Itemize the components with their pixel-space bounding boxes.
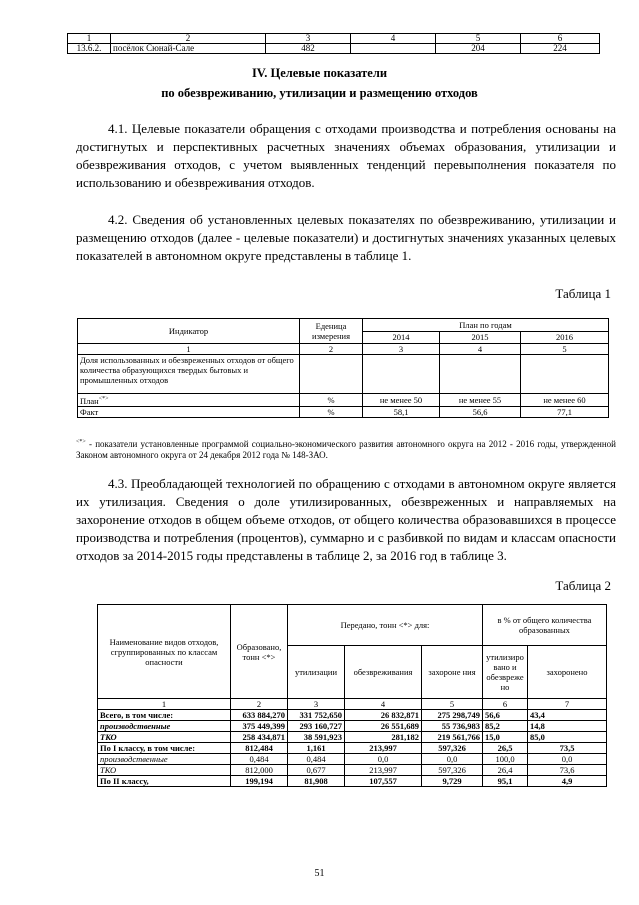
- table-row: [98, 732, 607, 743]
- header-plan: План по годам: [363, 319, 609, 332]
- plan-label: План<*>: [78, 394, 300, 407]
- table-cell: 6: [483, 699, 528, 710]
- table-cell: 85,2: [483, 721, 528, 732]
- table-cell: 0,0: [422, 754, 483, 765]
- table-cell: 58,1: [363, 406, 440, 417]
- section-title: IV. Целевые показатели: [251, 66, 388, 80]
- table-cell: 199,194: [231, 776, 288, 787]
- table-number-row: [78, 344, 609, 355]
- table-cell: 293 160,727: [288, 721, 345, 732]
- table-cell: 14,8: [528, 721, 607, 732]
- table-cell: 812,484: [231, 743, 288, 754]
- table-row: [98, 721, 607, 732]
- table-cell: 213,997: [345, 743, 422, 754]
- table-cell: 633 884,270: [231, 710, 288, 721]
- header-name: Наименование видов отходов, сгруппированных по классам опасности: [98, 605, 231, 699]
- row-label: ТКО: [98, 765, 231, 776]
- table-cell: [440, 355, 521, 394]
- table-cell: 26,5: [483, 743, 528, 754]
- table-cell: 6: [521, 34, 600, 44]
- table-cell: 26 832,871: [345, 710, 422, 721]
- row-label: ТКО: [98, 732, 231, 743]
- table-cell: %: [300, 394, 363, 407]
- table-cell: 213,997: [345, 765, 422, 776]
- table-number-row: [98, 699, 607, 710]
- table-cell: 43,4: [528, 710, 607, 721]
- paragraph-4-2: 4.2. Сведения об установленных целевых показателях по обезвреживанию, утилизации и размещению отходов (далее - целевые показатели) и достигнутых значениях указанных целевых показателей в автономном округе представлены в таблице 1.: [76, 212, 616, 263]
- header-sub: утилизиро вано и обезвреже но: [483, 646, 528, 699]
- header-percent: в % от общего количества образованных: [483, 605, 607, 646]
- table-cell: 2: [231, 699, 288, 710]
- header-unit: Еденица измерения: [300, 319, 363, 344]
- table-cell: 5: [436, 34, 521, 44]
- table-cell: 0,484: [231, 754, 288, 765]
- table-cell: 5: [422, 699, 483, 710]
- table-cell: 55 736,983: [422, 721, 483, 732]
- table-cell: не менее 60: [521, 394, 609, 407]
- table-row: [98, 776, 607, 787]
- table-header-row: [68, 34, 600, 44]
- row-label: По I классу, в том числе:: [98, 743, 231, 754]
- header-indicator: Индикатор: [78, 319, 300, 344]
- footnote-mark: <*>: [98, 396, 109, 402]
- table-cell: 2: [300, 344, 363, 355]
- table-header-row: [98, 605, 607, 646]
- table-cell: 275 298,749: [422, 710, 483, 721]
- header-year: 2015: [440, 331, 521, 344]
- previous-table-fragment: [67, 33, 600, 54]
- table-row-plan: [78, 394, 609, 407]
- table-cell: 258 434,871: [231, 732, 288, 743]
- header-sub: захороне ния: [422, 646, 483, 699]
- table-cell: 85,0: [528, 732, 607, 743]
- table-cell: 0,484: [288, 754, 345, 765]
- table-cell: 482: [266, 44, 351, 54]
- table-row: [98, 743, 607, 754]
- table-cell: 7: [528, 699, 607, 710]
- table-cell: 375 449,399: [231, 721, 288, 732]
- footnote: <*> - показатели установленные программой социально-экономического развития автономного округа на 2012 - 2016 годы, утвержденной Законом автономного округа от 24 декабря 2012 года № 148-ЗАО.: [76, 439, 616, 460]
- table-cell: 15,0: [483, 732, 528, 743]
- paragraph-4-3: 4.3. Преобладающей технологией по обращению с отходами в автономном округе является их утилизация. Сведения о доле утилизированных, обезвреженных и направляемых на захоронение отходов в общем объеме отходов, от общего количества образовавшихся в процессе производства и потребления (процентов), суммарно и с разбивкой по видам и классам опасности отходов за 2014-2015 годы представлены в таблице 2, за 2016 год в таблице 3.: [76, 476, 616, 563]
- target-indicators-table: [77, 318, 609, 418]
- table-cell: [351, 44, 436, 54]
- table-row: [98, 765, 607, 776]
- section-subtitle: по обезвреживанию, утилизации и размещению отходов: [161, 86, 478, 100]
- table-cell: 100,0: [483, 754, 528, 765]
- table-row: [68, 44, 600, 54]
- table-cell: 56,6: [483, 710, 528, 721]
- table-cell: 38 591,923: [288, 732, 345, 743]
- header-year: 2014: [363, 331, 440, 344]
- table-row: [98, 710, 607, 721]
- table-cell: 73,6: [528, 765, 607, 776]
- table-cell: 26,4: [483, 765, 528, 776]
- table-cell: 4,9: [528, 776, 607, 787]
- table-cell: посёлок Сюнай-Сале: [111, 44, 266, 54]
- header-year: 2016: [521, 331, 609, 344]
- table-cell: 0,677: [288, 765, 345, 776]
- table-cell: 597,326: [422, 743, 483, 754]
- table-cell: 13.6.2.: [68, 44, 111, 54]
- table-cell: 3: [363, 344, 440, 355]
- table-cell: 56,6: [440, 406, 521, 417]
- row-label: производственные: [98, 754, 231, 765]
- table-cell: 1: [78, 344, 300, 355]
- fact-label: Факт: [78, 406, 300, 417]
- table-cell: 4: [440, 344, 521, 355]
- table-cell: 1: [68, 34, 111, 44]
- table-cell: 3: [288, 699, 345, 710]
- table-cell: 9,729: [422, 776, 483, 787]
- table-cell: 5: [521, 344, 609, 355]
- table-cell: 224: [521, 44, 600, 54]
- header-sub: захоронено: [528, 646, 607, 699]
- table-cell: 0,0: [528, 754, 607, 765]
- header-formed: Образовано, тонн <*>: [231, 605, 288, 699]
- table-row: [98, 754, 607, 765]
- row-label: производственные: [98, 721, 231, 732]
- table1-caption: Таблица 1: [555, 286, 611, 301]
- table-cell: [300, 355, 363, 394]
- table-cell: не менее 55: [440, 394, 521, 407]
- table-row: [78, 355, 609, 394]
- table-cell: 812,000: [231, 765, 288, 776]
- header-sub: обезвреживания: [345, 646, 422, 699]
- table-cell: 1,161: [288, 743, 345, 754]
- table-cell: 4: [345, 699, 422, 710]
- table-cell: 3: [266, 34, 351, 44]
- table-cell: 219 561,766: [422, 732, 483, 743]
- table-cell: 331 752,650: [288, 710, 345, 721]
- page-number: 51: [314, 868, 325, 879]
- table2-caption: Таблица 2: [555, 578, 611, 593]
- table-header-row: [78, 319, 609, 332]
- paragraph-4-1: 4.1. Целевые показатели обращения с отходами производства и потребления основаны на достигнутых и перспективных расчетных значениях объемах образования, утилизации и обезвреживания отходов, с учетом выявленных тенденций перевыполнения показателя по использованию и обезвреживания отходов.: [76, 121, 616, 190]
- table-row-fact: [78, 406, 609, 417]
- table-cell: [363, 355, 440, 394]
- table-cell: 26 551,689: [345, 721, 422, 732]
- header-sub: утилизации: [288, 646, 345, 699]
- waste-statistics-table: [97, 604, 607, 787]
- table-cell: не менее 50: [363, 394, 440, 407]
- table-cell: 1: [98, 699, 231, 710]
- table-cell: 281,182: [345, 732, 422, 743]
- table-cell: [521, 355, 609, 394]
- table-cell: 2: [111, 34, 266, 44]
- table-cell: 77,1: [521, 406, 609, 417]
- row-label: По II классу,: [98, 776, 231, 787]
- row-label: Всего, в том числе:: [98, 710, 231, 721]
- table-cell: 81,908: [288, 776, 345, 787]
- table-cell: 0,0: [345, 754, 422, 765]
- table-cell: 204: [436, 44, 521, 54]
- table-cell: 95,1: [483, 776, 528, 787]
- indicator-description: Доля использованных и обезвреженных отходов от общего количества образующихся твердых бытовых и промышленных отходов: [78, 355, 300, 394]
- table-cell: 107,557: [345, 776, 422, 787]
- header-transferred: Передано, тонн <*> для:: [288, 605, 483, 646]
- table-cell: %: [300, 406, 363, 417]
- table-cell: 597,326: [422, 765, 483, 776]
- table-cell: 73,5: [528, 743, 607, 754]
- table-cell: 4: [351, 34, 436, 44]
